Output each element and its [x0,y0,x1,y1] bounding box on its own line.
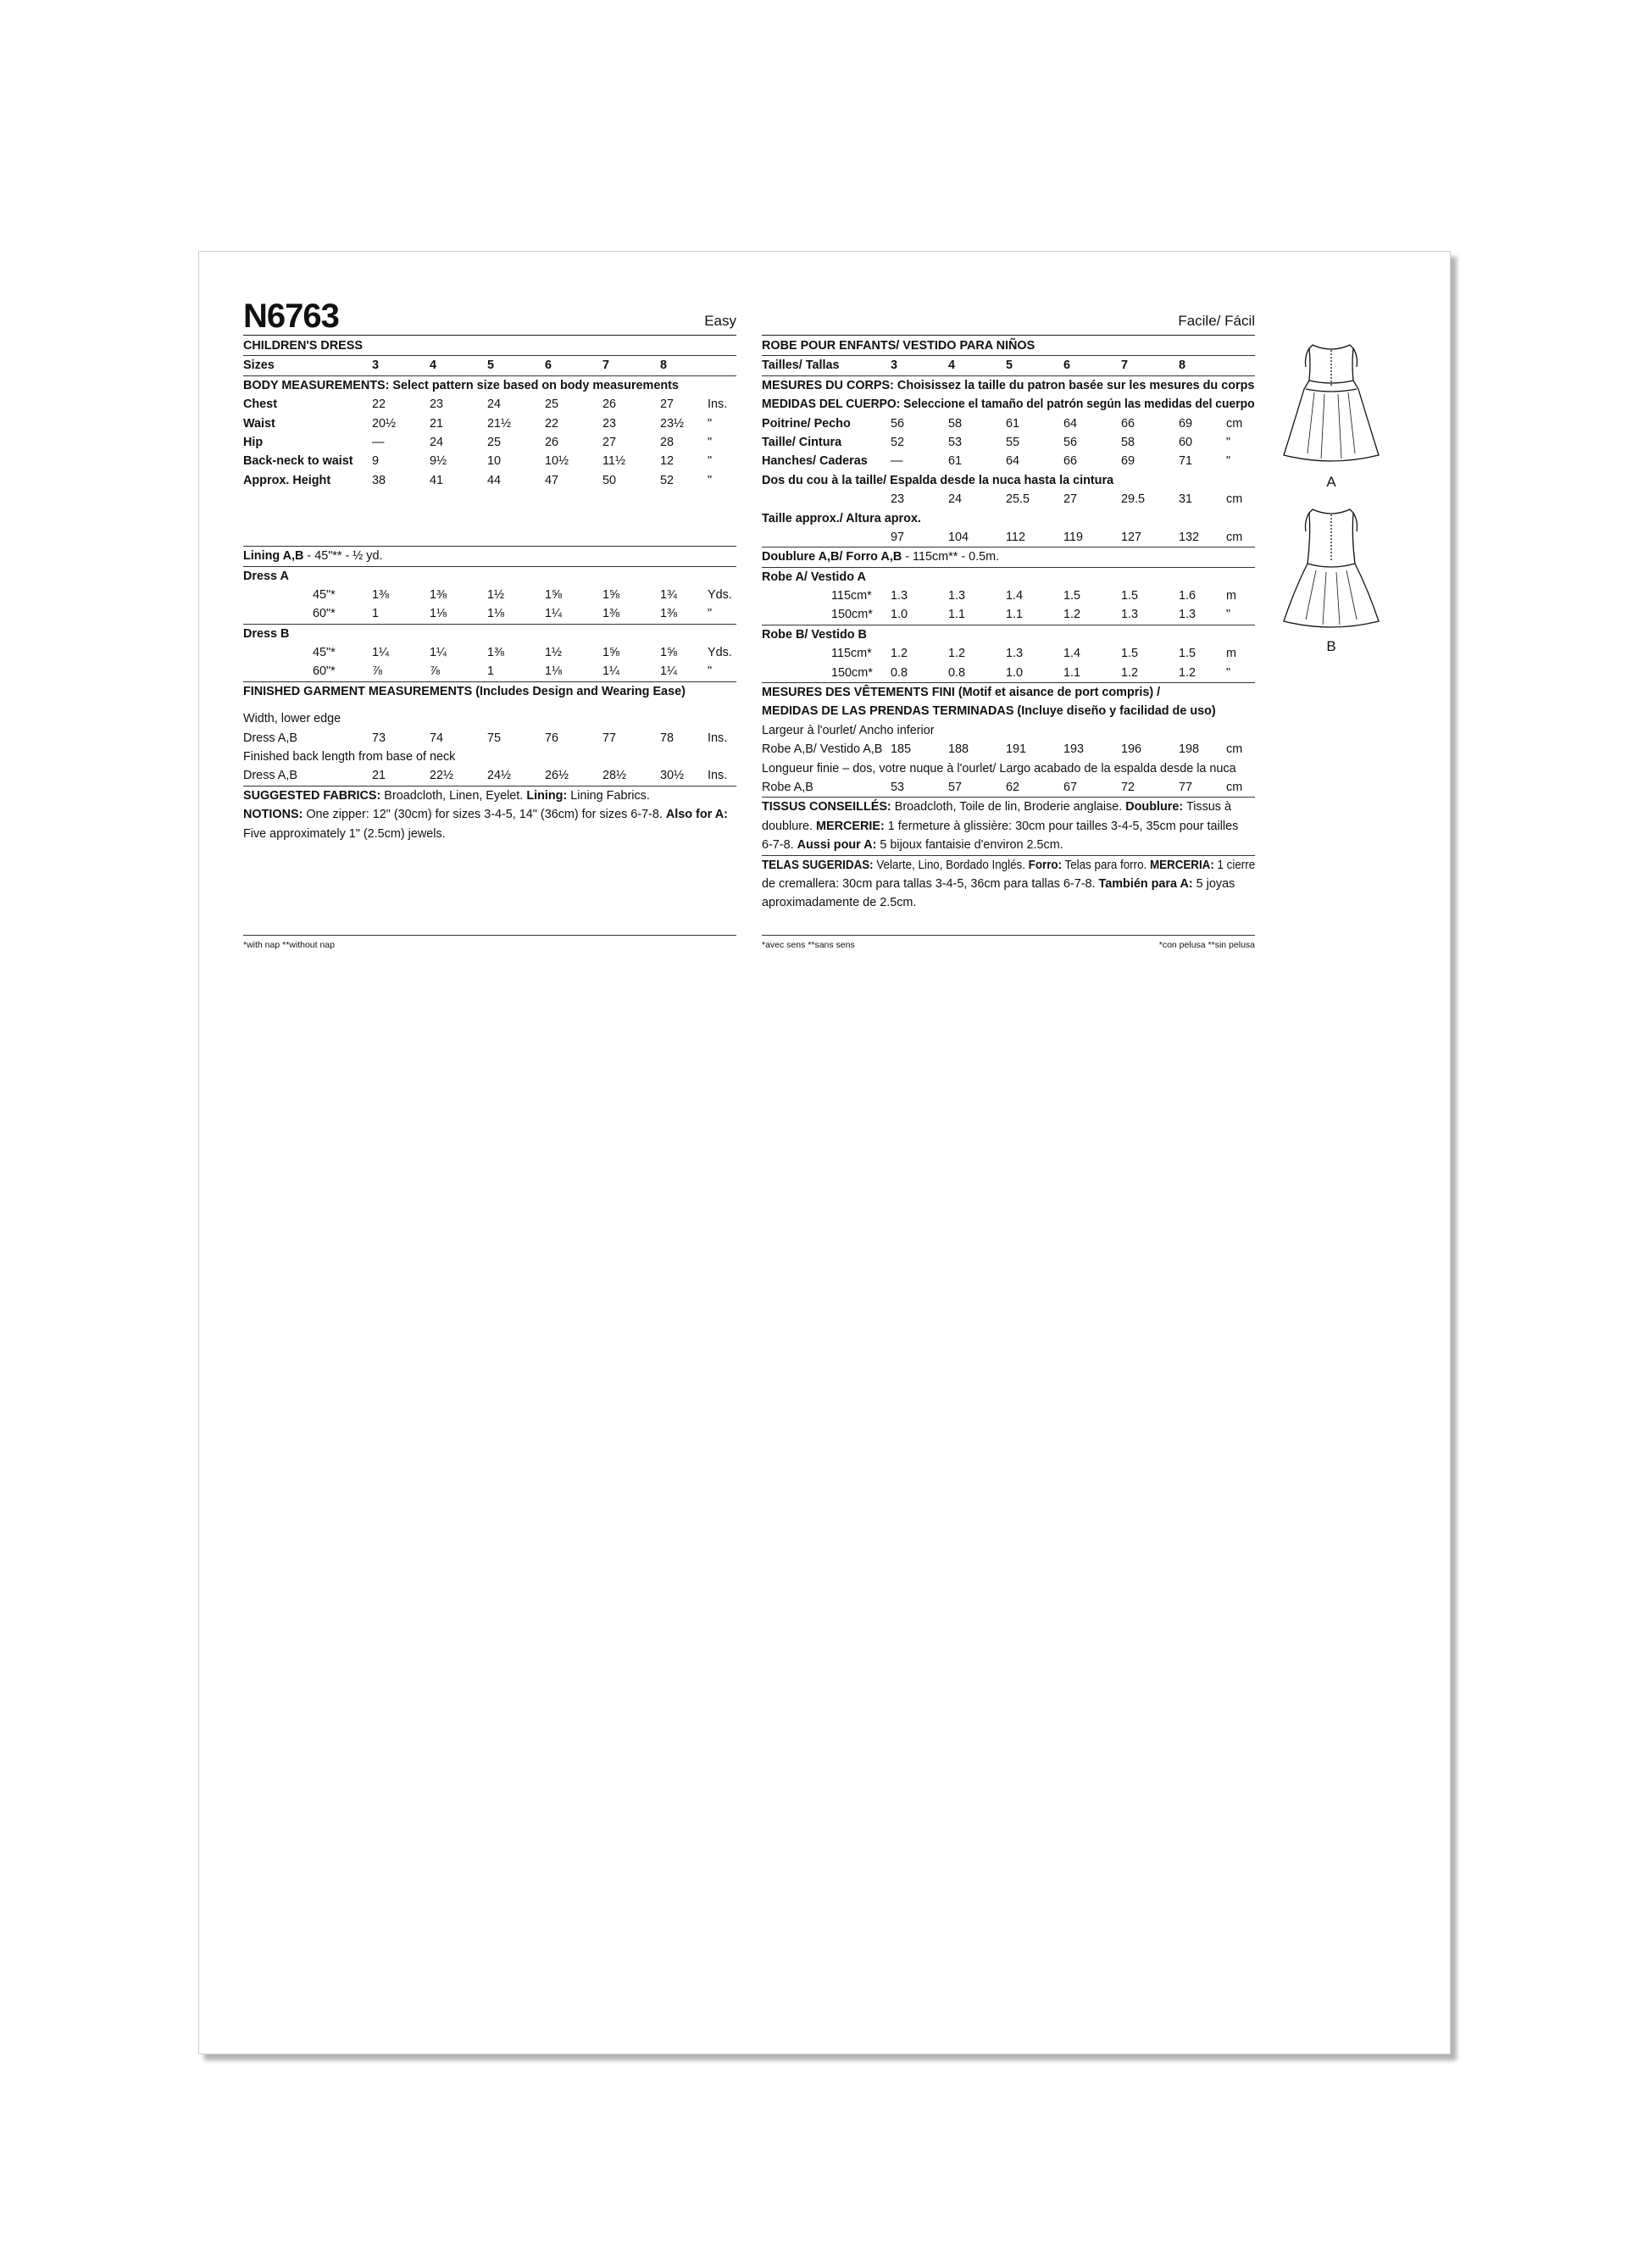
value-cell: 25 [487,435,502,449]
value-cell: 1.4 [1063,647,1081,661]
table-row [762,433,1255,452]
value-cell: 52 [891,435,905,449]
value-cell: 58 [1121,435,1135,449]
value-cell: 52 [660,473,675,487]
unit-cell: " [1226,665,1231,680]
value-cell: 1.4 [1006,589,1024,603]
value-cell: 191 [1006,742,1027,757]
value-cell: 25 [545,397,559,412]
value-cell: 26½ [545,769,569,783]
width-label: Width, lower edge [243,712,341,726]
footnote-fr: *avec sens **sans sens [762,940,855,950]
view-b-sketch [1280,503,1382,636]
row-label: Taille/ Cintura [762,435,842,449]
table-row [243,471,736,490]
value-cell: 1.5 [1063,589,1081,603]
value-cell: 1.2 [1121,665,1139,680]
value-cell: 74 [430,731,444,745]
sizes-label: Tailles/ Tallas [762,359,840,373]
value-cell: 104 [948,530,969,544]
value-cell: 53 [948,435,963,449]
view-b-label: B [1326,638,1336,654]
value-cell: 198 [1179,742,1200,757]
value-cell: 1⅜ [372,587,390,602]
footnote-en: *with nap **without nap [243,940,335,950]
es-notions-line-2: aproximadamente de 2.5cm. [762,896,917,910]
finished-heading-es: MEDIDAS DE LAS PRENDAS TERMINADAS (Incluye diseño y facilidad de uso) [762,704,1216,719]
value-cell: 23 [430,397,444,412]
value-cell: 1.2 [891,647,908,661]
value-cell: 1.2 [1179,665,1196,680]
value-cell: 23 [891,492,905,507]
pattern-sheet [198,251,1451,2054]
value-cell: 24½ [487,769,512,783]
value-cell: 9 [372,454,380,469]
value-cell: 27 [602,435,617,449]
unit-cell: " [708,416,713,431]
value-cell: 22 [372,397,386,412]
value-cell: 28½ [602,769,627,783]
value-cell: 78 [660,731,675,745]
value-cell: 1.1 [1006,608,1024,622]
row-label: Waist [243,416,275,431]
es-body-heading: MEDIDAS DEL CUERPO: Seleccione el tamaño del patrón según las medidas del cuerpo [762,397,1255,412]
value-cell: 64 [1063,416,1078,431]
fr-notions-line-2: 6-7-8. Aussi pour A: 5 bijoux fantaisie d'environ 2.5cm. [762,836,1255,855]
value-cell: 31 [1179,492,1193,507]
length-label-fr-es: Longueur finie – dos, votre nuque à l'ourlet/ Largo acabado de la espalda desde la nuca [762,761,1236,775]
value-cell: 60 [1179,435,1193,449]
value-cell: 44 [487,473,502,487]
sizes-row [243,356,736,375]
notions-line-2: Five approximately 1" (2.5cm) jewels. [243,826,446,841]
unit-cell: " [708,664,713,679]
lining-row-fr-es: Doublure A,B/ Forro A,B - 115cm** - 0.5m. [762,548,1255,567]
fr-es-rows [762,336,1255,913]
finished-heading-fr: MESURES DES VÊTEMENTS FINI (Motif et aisance de port compris) / [762,686,1161,700]
value-cell: 67 [1063,780,1078,794]
row-label: Robe A,B [762,780,813,794]
value-cell: 24 [948,492,963,507]
value-cell: 1 [372,607,380,621]
difficulty-label: Easy [704,313,736,329]
table-row [243,662,736,681]
dress-b-yardage [243,643,736,682]
dress-a-yardage [243,586,736,625]
row-label: Approx. Height [243,473,331,487]
value-cell: 71 [1179,454,1193,469]
sizes-row-fr-es [762,356,1255,375]
size-4: 7 [1121,359,1129,373]
value-cell: 25.5 [1006,492,1030,507]
width-row [243,729,736,748]
unit-cell: " [1226,435,1231,449]
unit-cell: m [1226,647,1236,661]
value-cell: 56 [1063,435,1078,449]
value-cell: 21½ [487,416,512,431]
fabrics-line: SUGGESTED FABRICS: Broadcloth, Linen, Eyelet. Lining: Lining Fabrics. [243,788,650,803]
value-cell: 0.8 [891,665,908,680]
table-row [762,778,1255,798]
row-label: Chest [243,397,277,412]
pattern-number: N6763 [243,297,339,335]
value-cell: 1¼ [660,664,678,679]
value-cell: 61 [948,454,963,469]
value-cell: 1.3 [1006,647,1024,661]
unit-cell: cm [1226,416,1243,431]
row-label: Hanches/ Caderas [762,454,868,469]
unit-cell: " [1226,608,1231,622]
value-cell: 24 [430,435,444,449]
unit-cell: " [708,435,713,449]
value-cell: 1¾ [660,587,678,602]
value-cell: 56 [891,416,905,431]
value-cell: 1⅛ [545,664,563,679]
value-cell: 196 [1121,742,1142,757]
back-neck-row [762,490,1255,509]
value-cell: 1.0 [891,608,908,622]
value-cell: 66 [1063,454,1078,469]
value-cell: 64 [1006,454,1020,469]
unit-cell: " [708,607,713,621]
difficulty-label-fr-es: Facile/ Fácil [1178,313,1255,329]
length-row [243,766,736,786]
value-cell: 1.6 [1179,589,1196,603]
unit-cell: Ins. [708,769,728,783]
garment-title-fr-es: ROBE POUR ENFANTS/ VESTIDO PARA NIÑOS [762,336,1255,356]
robe-b-yardage [762,644,1255,683]
value-cell: 1.0 [1006,665,1024,680]
table-row [243,586,736,604]
value-cell: 1⅜ [487,646,505,660]
table-row [762,664,1255,683]
unit-cell: Ins. [708,731,728,745]
value-cell: 21 [430,416,444,431]
size-0: 3 [372,359,380,373]
row-label: Dress A,B [243,769,297,783]
back-neck-label: Dos du cou à la taille/ Espalda desde la nuca hasta la cintura [762,473,1114,487]
value-cell: 1⅛ [487,607,505,621]
value-cell: 1¼ [372,646,390,660]
body-measurements [243,395,736,490]
value-cell: 188 [948,742,969,757]
value-cell: 1.3 [891,589,908,603]
title-rule-fr-es [762,335,1255,336]
table-row [243,766,736,786]
unit-cell: cm [1226,492,1243,507]
value-cell: 23½ [660,416,685,431]
value-cell: 58 [948,416,963,431]
value-cell: 1.3 [1179,608,1196,622]
value-cell: 23 [602,416,617,431]
length-label: Finished back length from base of neck [243,750,456,764]
value-cell: 132 [1179,530,1200,544]
unit-cell: m [1226,589,1236,603]
table-row [762,644,1255,663]
row-label: Hip [243,435,264,449]
value-cell: — [372,435,385,449]
unit-cell: cm [1226,742,1243,757]
value-cell: 1⅜ [602,607,620,621]
value-cell: 119 [1063,530,1083,544]
body-measurements-fr-es [762,414,1255,471]
notions-line: NOTIONS: One zipper: 12" (30cm) for sizes 3-4-5, 14" (36cm) for sizes 6-7-8. Also for A: [243,808,728,822]
table-row [762,586,1255,605]
value-cell: 1⅝ [602,646,620,660]
fr-body-heading: MESURES DU CORPS: Choisissez la taille du patron basée sur les mesures du corps [762,378,1255,392]
table-row [243,414,736,433]
value-cell: 1.3 [1121,608,1139,622]
footnote-es: *con pelusa **sin pelusa [1158,940,1255,950]
finished-heading: FINISHED GARMENT MEASUREMENTS (Includes Design and Wearing Ease) [243,684,686,698]
size-4: 7 [602,359,610,373]
fr-fabrics-line: TISSUS CONSEILLÉS: Broadcloth, Toile de lin, Broderie anglaise. Doublure: Tissus à [762,800,1231,814]
table-row [762,414,1255,433]
value-cell: 1¼ [430,646,447,660]
unit-cell: cm [1226,780,1243,794]
value-cell: — [891,454,903,469]
size-2: 5 [1006,359,1013,373]
value-cell: 12 [660,454,675,469]
unit-cell: " [1226,454,1231,469]
value-cell: 1⅝ [660,646,678,660]
spacer-rule [243,527,736,547]
value-cell: 27 [1063,492,1078,507]
value-cell: 11½ [602,454,625,469]
size-2: 5 [487,359,495,373]
value-cell: 24 [487,397,502,412]
size-5: 8 [1179,359,1186,373]
value-cell: 1 [487,664,495,679]
row-label: 60"* [313,664,336,679]
size-3: 6 [545,359,552,373]
value-cell: 1⅝ [545,587,563,602]
value-cell: 127 [1121,530,1142,544]
view-a-label: A [1326,474,1336,490]
value-cell: 21 [372,769,386,783]
value-cell: 1¼ [602,664,620,679]
value-cell: 22 [545,416,559,431]
row-label: 45"* [313,587,336,602]
table-row [243,729,736,748]
row-label: Back-neck to waist [243,454,353,469]
spacer [243,490,736,527]
table-row [762,452,1255,470]
value-cell: 1½ [487,587,505,602]
sizes-label: Sizes [243,359,275,373]
lining-row: Lining A,B - 45"** - ½ yd. [243,547,736,566]
row-label: Poitrine/ Pecho [762,416,851,431]
robe-a-yardage [762,586,1255,625]
unit-cell: Ins. [708,397,728,412]
size-3: 6 [1063,359,1071,373]
row-label: 45"* [313,646,336,660]
value-cell: ⅞ [372,664,383,679]
english-rows [243,336,736,843]
value-cell: 1⅝ [602,587,620,602]
value-cell: 50 [602,473,617,487]
value-cell: 55 [1006,435,1020,449]
value-cell: 30½ [660,769,685,783]
value-cell: 1.1 [948,608,966,622]
unit-cell: Yds. [708,646,732,660]
value-cell: 97 [891,530,905,544]
footnote-rule [243,935,736,936]
table-row [762,740,1255,759]
view-a-sketch [1280,338,1382,472]
value-cell: 77 [602,731,617,745]
width-row-fr-es [762,740,1255,759]
value-cell: 62 [1006,780,1020,794]
table-row [243,433,736,452]
value-cell: 9½ [430,454,447,469]
value-cell: 1.5 [1121,589,1139,603]
es-notions-line: de cremallera: 30cm para tallas 3-4-5, 36cm para tallas 6-7-8. También para A: 5 joyas [762,876,1235,891]
value-cell: 28 [660,435,675,449]
value-cell: 61 [1006,416,1020,431]
value-cell: 27 [660,397,675,412]
size-1: 4 [430,359,437,373]
value-cell: 66 [1121,416,1135,431]
dress-b-label: Dress B [243,626,290,641]
row-label: 60"* [313,607,336,621]
fr-notions-line: doublure. MERCERIE: 1 fermeture à glissière: 30cm pour tailles 3-4-5, 35cm pour tailles [762,819,1239,833]
value-cell: 1.2 [948,647,966,661]
robe-a-label: Robe A/ Vestido A [762,570,866,584]
width-label-fr-es: Largeur à l'ourlet/ Ancho inferior [762,723,935,737]
row-label: Robe A,B/ Vestido A,B [762,742,883,757]
value-cell: 41 [430,473,444,487]
table-row [762,528,1255,548]
value-cell: 1.2 [1063,608,1081,622]
table-row [762,490,1255,509]
value-cell: 1.3 [948,589,966,603]
unit-cell: " [708,454,713,469]
unit-cell: " [708,473,713,487]
table-row [762,605,1255,625]
size-5: 8 [660,359,668,373]
value-cell: 57 [948,780,963,794]
value-cell: 26 [602,397,617,412]
value-cell: 77 [1179,780,1193,794]
footnote-rule-fr-es [762,935,1255,936]
value-cell: 1.1 [1063,665,1081,680]
spacer [243,701,736,709]
value-cell: 20½ [372,416,397,431]
dress-a-label: Dress A [243,569,289,583]
value-cell: 69 [1179,416,1193,431]
height-row [762,528,1255,548]
value-cell: 38 [372,473,386,487]
value-cell: 185 [891,742,912,757]
value-cell: 112 [1006,530,1025,544]
value-cell: 22½ [430,769,454,783]
unit-cell: cm [1226,530,1243,544]
size-1: 4 [948,359,956,373]
value-cell: 0.8 [948,665,966,680]
value-cell: 29.5 [1121,492,1146,507]
value-cell: 47 [545,473,559,487]
row-label: 150cm* [831,665,873,680]
length-row-fr-es [762,778,1255,798]
value-cell: 73 [372,731,386,745]
row-label: 115cm* [831,589,872,603]
value-cell: 26 [545,435,559,449]
height-label: Taille approx./ Altura aprox. [762,511,921,525]
es-fabrics-line: TELAS SUGERIDAS: Velarte, Lino, Bordado Inglés. Forro: Telas para forro. MERCERIA: 1 cierre [762,858,1256,872]
title-rule [243,335,736,336]
table-row [243,604,736,624]
value-cell: 1¼ [545,607,563,621]
value-cell: 53 [891,780,905,794]
table-row [243,643,736,662]
value-cell: 10 [487,454,502,469]
row-label: Dress A,B [243,731,297,745]
value-cell: 75 [487,731,502,745]
table-row [243,395,736,414]
row-label: 150cm* [831,608,873,622]
garment-title: CHILDREN'S DRESS [243,336,736,356]
value-cell: ⅞ [430,664,441,679]
value-cell: 72 [1121,780,1135,794]
value-cell: 1.5 [1179,647,1196,661]
value-cell: 1⅜ [660,607,678,621]
row-label: 115cm* [831,647,872,661]
value-cell: 10½ [545,454,569,469]
body-heading: BODY MEASUREMENTS: Select pattern size based on body measurements [243,378,679,392]
value-cell: 1.5 [1121,647,1139,661]
size-0: 3 [891,359,898,373]
table-row [243,452,736,470]
value-cell: 1½ [545,646,563,660]
value-cell: 69 [1121,454,1135,469]
value-cell: 1⅛ [430,607,447,621]
value-cell: 1⅜ [430,587,447,602]
robe-b-label: Robe B/ Vestido B [762,627,867,642]
value-cell: 193 [1063,742,1085,757]
unit-cell: Yds. [708,587,732,602]
value-cell: 76 [545,731,559,745]
